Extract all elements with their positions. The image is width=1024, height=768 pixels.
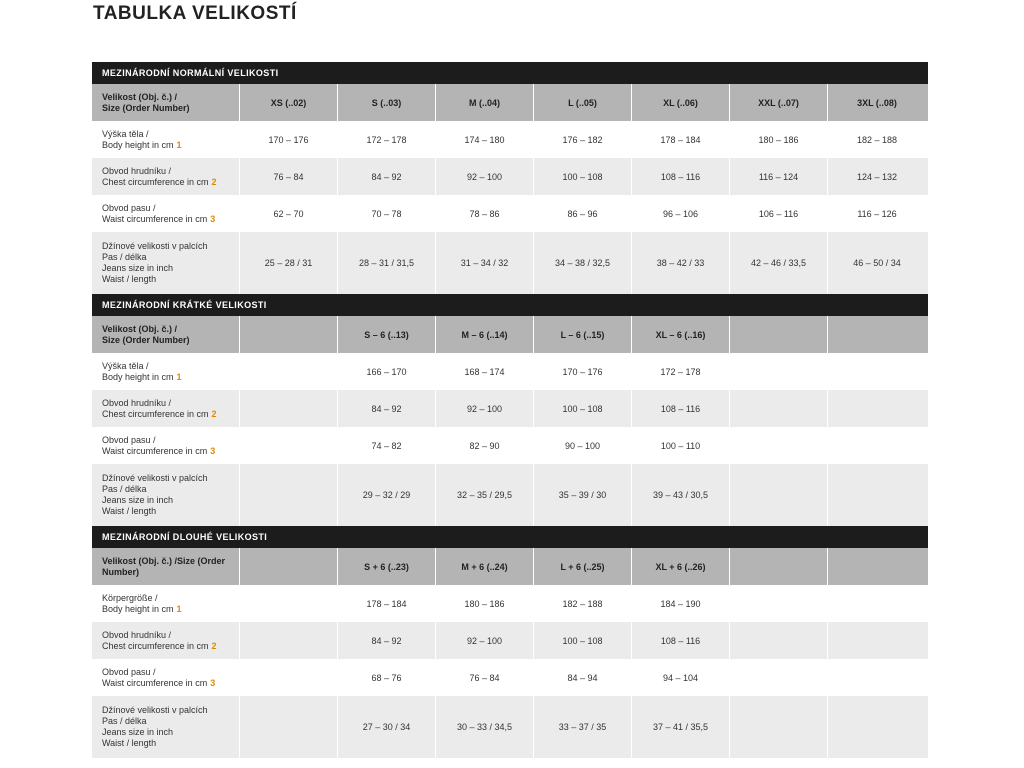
table-cell (730, 464, 828, 526)
table-cell (240, 390, 338, 427)
size-column-header: XS (..02) (240, 84, 338, 121)
size-column-header (730, 548, 828, 585)
row-label (92, 427, 240, 464)
table-cell: 100 – 108 (534, 390, 632, 427)
table-cell: 108 – 116 (632, 158, 730, 195)
size-column-header: S – 6 (..13) (338, 316, 436, 353)
table-cell (240, 585, 338, 622)
row-label-text: Chest circumference in cm (102, 640, 209, 651)
table-cell (730, 659, 828, 696)
row-label-text: Pas / délka (102, 252, 147, 262)
row-label-line (102, 203, 215, 214)
table-row (92, 696, 928, 758)
row-label-line (102, 252, 208, 263)
size-section (92, 526, 928, 758)
row-label-line (102, 641, 217, 652)
table-cell (240, 622, 338, 659)
table-cell (730, 585, 828, 622)
size-column-label (92, 548, 240, 585)
size-section (92, 62, 928, 294)
size-label-line: Velikost (Obj. č.) / (102, 91, 178, 102)
row-label-text: Waist circumference in cm (102, 213, 208, 224)
table-cell: 42 – 46 / 33,5 (730, 232, 828, 294)
row-label-text: Waist / length (102, 738, 157, 748)
table-cell: 29 – 32 / 29 (338, 464, 436, 526)
row-label-line (102, 361, 182, 372)
table-cell: 78 – 86 (436, 195, 534, 232)
table-cell: 180 – 186 (436, 585, 534, 622)
table-cell: 90 – 100 (534, 427, 632, 464)
size-column-header (240, 548, 338, 585)
measurement-number: 1 (176, 371, 182, 382)
table-row (92, 121, 928, 158)
table-cell: 37 – 41 / 35,5 (632, 696, 730, 758)
size-column-header (828, 316, 926, 353)
measurement-number: 3 (210, 677, 216, 688)
row-label-line (102, 446, 215, 457)
size-column-header: M + 6 (..24) (436, 548, 534, 585)
section-heading: MEZINÁRODNÍ NORMÁLNÍ VELIKOSTI (92, 62, 928, 84)
row-label (92, 121, 240, 158)
table-cell: 70 – 78 (338, 195, 436, 232)
row-label-line (102, 435, 215, 446)
size-column-label (92, 316, 240, 353)
table-cell: 170 – 176 (534, 353, 632, 390)
row-label-text: Chest circumference in cm (102, 176, 209, 187)
table-cell: 30 – 33 / 34,5 (436, 696, 534, 758)
row-label-text: Obvod hrudníku / (102, 165, 172, 176)
table-cell: 182 – 188 (856, 134, 898, 145)
table-cell: 84 – 92 (338, 622, 436, 659)
size-tables (92, 62, 928, 758)
size-column-header: L (..05) (534, 84, 632, 121)
table-cell: 74 – 82 (338, 427, 436, 464)
size-column-header: XL (..06) (632, 84, 730, 121)
row-label-line (102, 274, 208, 285)
row-label-text: Jeans size in inch (102, 727, 174, 737)
size-label-line: Velikost (Obj. č.) /Size (Order (102, 555, 226, 566)
row-label-line (102, 484, 208, 495)
table-cell: 106 – 116 (730, 195, 828, 232)
table-row (92, 622, 928, 659)
table-cell (828, 696, 926, 758)
table-cell (828, 353, 926, 390)
table-cell: 172 – 178 (338, 121, 436, 158)
measurement-number: 1 (176, 139, 182, 150)
row-label (92, 158, 240, 195)
row-label-text: Džínové velikosti v palcích (102, 241, 208, 251)
row-label-text: Džínové velikosti v palcích (102, 473, 208, 483)
table-cell: 166 – 170 (338, 353, 436, 390)
table-cell: 178 – 184 (632, 121, 730, 158)
table-cell: 170 – 176 (240, 121, 338, 158)
table-cell: 116 – 124 (730, 158, 828, 195)
size-header-row (92, 84, 928, 121)
table-row (92, 353, 928, 390)
row-label-line (102, 140, 182, 151)
table-cell: 176 – 182 (534, 121, 632, 158)
row-label-text: Body height in cm (102, 371, 174, 382)
table-cell: 34 – 38 / 32,5 (534, 232, 632, 294)
measurement-number: 3 (210, 213, 216, 224)
measurement-number: 2 (211, 176, 217, 187)
table-cell: 32 – 35 / 29,5 (436, 464, 534, 526)
size-column-header: XL + 6 (..26) (632, 548, 730, 585)
table-cell: 92 – 100 (436, 622, 534, 659)
row-label-line (102, 593, 182, 604)
row-label (92, 195, 240, 232)
measurement-number: 2 (211, 640, 217, 651)
size-label-line: Velikost (Obj. č.) / (102, 323, 178, 334)
table-cell (240, 353, 338, 390)
row-label-text: Džínové velikosti v palcích (102, 705, 208, 715)
row-label-line (102, 506, 208, 517)
table-row (92, 659, 928, 696)
row-label-text: Jeans size in inch (102, 263, 174, 273)
table-cell (828, 390, 926, 427)
table-cell (240, 464, 338, 526)
table-cell: 84 – 92 (338, 158, 436, 195)
table-cell: 46 – 50 / 34 (853, 258, 901, 268)
size-column-header: M (..04) (436, 84, 534, 121)
table-cell: 172 – 178 (632, 353, 730, 390)
row-label-line (102, 166, 217, 177)
table-cell: 116 – 126 (857, 208, 897, 219)
table-row (92, 390, 928, 427)
table-cell: 100 – 108 (534, 622, 632, 659)
measurement-number: 2 (211, 408, 217, 419)
table-cell: 35 – 39 / 30 (534, 464, 632, 526)
row-label-text: Výška těla / (102, 128, 149, 139)
table-cell: 184 – 190 (632, 585, 730, 622)
row-label-line (102, 398, 217, 409)
row-label (92, 696, 240, 758)
size-column-header: M – 6 (..14) (436, 316, 534, 353)
table-cell (828, 464, 926, 526)
table-cell: 108 – 116 (632, 622, 730, 659)
row-label-line (102, 241, 208, 252)
row-label-text: Pas / délka (102, 484, 147, 494)
row-label-text: Waist / length (102, 506, 157, 516)
row-label (92, 232, 240, 294)
table-cell (730, 427, 828, 464)
table-cell: 33 – 37 / 35 (534, 696, 632, 758)
row-label-text: Obvod pasu / (102, 666, 156, 677)
row-label-text: Waist circumference in cm (102, 677, 208, 688)
row-label-line (102, 129, 182, 140)
table-cell: 168 – 174 (436, 353, 534, 390)
table-cell: 92 – 100 (436, 390, 534, 427)
row-label-line (102, 705, 208, 716)
size-column-header: 3XL (..08) (857, 97, 897, 108)
row-label-line (102, 716, 208, 727)
row-label-text: Obvod pasu / (102, 202, 156, 213)
table-cell: 62 – 70 (240, 195, 338, 232)
table-cell: 92 – 100 (436, 158, 534, 195)
table-row (92, 232, 928, 294)
row-label-text: Body height in cm (102, 139, 174, 150)
table-cell: 182 – 188 (534, 585, 632, 622)
row-label (92, 390, 240, 427)
row-label-text: Body height in cm (102, 603, 174, 614)
row-label-text: Körpergröße / (102, 592, 158, 603)
table-cell: 124 – 132 (856, 171, 898, 182)
table-cell: 82 – 90 (436, 427, 534, 464)
row-label-line (102, 372, 182, 383)
table-cell (240, 659, 338, 696)
table-cell (828, 585, 926, 622)
row-label-text: Výška těla / (102, 360, 149, 371)
size-column-header: S (..03) (338, 84, 436, 121)
row-label-text: Obvod hrudníku / (102, 629, 172, 640)
section-heading: MEZINÁRODNÍ DLOUHÉ VELIKOSTI (92, 526, 928, 548)
row-label-text: Chest circumference in cm (102, 408, 209, 419)
size-header-row (92, 316, 928, 353)
size-column-header (730, 316, 828, 353)
row-label-line (102, 263, 208, 274)
row-label-text: Jeans size in inch (102, 495, 174, 505)
row-label-text: Obvod pasu / (102, 434, 156, 445)
size-section (92, 294, 928, 526)
table-cell: 180 – 186 (730, 121, 828, 158)
page-title: TABULKA VELIKOSTÍ (93, 3, 297, 24)
measurement-number: 3 (210, 445, 216, 456)
table-cell: 76 – 84 (436, 659, 534, 696)
table-cell (730, 353, 828, 390)
table-cell (828, 659, 926, 696)
table-cell (828, 622, 926, 659)
table-cell (240, 427, 338, 464)
size-column-label (92, 84, 240, 121)
table-cell (730, 622, 828, 659)
table-cell: 28 – 31 / 31,5 (338, 232, 436, 294)
table-cell (828, 427, 926, 464)
row-label-line (102, 214, 215, 225)
size-column-header (828, 548, 926, 585)
table-cell: 94 – 104 (632, 659, 730, 696)
table-cell: 100 – 110 (632, 427, 730, 464)
size-column-header: XL – 6 (..16) (632, 316, 730, 353)
size-label-line: Size (Order Number) (102, 102, 190, 113)
row-label-line (102, 678, 215, 689)
table-cell: 178 – 184 (338, 585, 436, 622)
table-row (92, 158, 928, 195)
table-cell (730, 696, 828, 758)
table-row (92, 195, 928, 232)
row-label-line (102, 738, 208, 749)
table-cell: 84 – 94 (534, 659, 632, 696)
row-label-text: Pas / délka (102, 716, 147, 726)
row-label-line (102, 604, 182, 615)
size-column-header: L – 6 (..15) (534, 316, 632, 353)
table-cell: 96 – 106 (632, 195, 730, 232)
size-label-line: Size (Order Number) (102, 334, 190, 345)
table-cell: 174 – 180 (436, 121, 534, 158)
table-cell (730, 390, 828, 427)
row-label-text: Waist circumference in cm (102, 445, 208, 456)
row-label-line (102, 727, 208, 738)
row-label (92, 464, 240, 526)
row-label-line (102, 409, 217, 420)
row-label-line (102, 667, 215, 678)
table-row (92, 585, 928, 622)
row-label-line (102, 177, 217, 188)
table-cell: 108 – 116 (632, 390, 730, 427)
size-column-header: L + 6 (..25) (534, 548, 632, 585)
row-label-text: Waist / length (102, 274, 157, 284)
table-cell: 39 – 43 / 30,5 (632, 464, 730, 526)
table-cell (240, 696, 338, 758)
table-cell: 76 – 84 (240, 158, 338, 195)
size-label-line: Number) (102, 566, 140, 577)
size-column-header: S + 6 (..23) (338, 548, 436, 585)
size-header-row (92, 548, 928, 585)
table-cell: 84 – 92 (338, 390, 436, 427)
row-label-line (102, 630, 217, 641)
row-label (92, 622, 240, 659)
table-row (92, 427, 928, 464)
row-label-text: Obvod hrudníku / (102, 397, 172, 408)
size-column-header: XXL (..07) (730, 84, 828, 121)
row-label-line (102, 495, 208, 506)
row-label (92, 353, 240, 390)
table-row (92, 464, 928, 526)
table-cell: 25 – 28 / 31 (240, 232, 338, 294)
row-label (92, 585, 240, 622)
size-column-header (240, 316, 338, 353)
section-heading: MEZINÁRODNÍ KRÁTKÉ VELIKOSTI (92, 294, 928, 316)
table-cell: 100 – 108 (534, 158, 632, 195)
table-cell: 27 – 30 / 34 (338, 696, 436, 758)
table-cell: 38 – 42 / 33 (632, 232, 730, 294)
table-cell: 86 – 96 (534, 195, 632, 232)
row-label (92, 659, 240, 696)
table-cell: 68 – 76 (338, 659, 436, 696)
table-cell: 31 – 34 / 32 (436, 232, 534, 294)
measurement-number: 1 (176, 603, 182, 614)
row-label-line (102, 473, 208, 484)
